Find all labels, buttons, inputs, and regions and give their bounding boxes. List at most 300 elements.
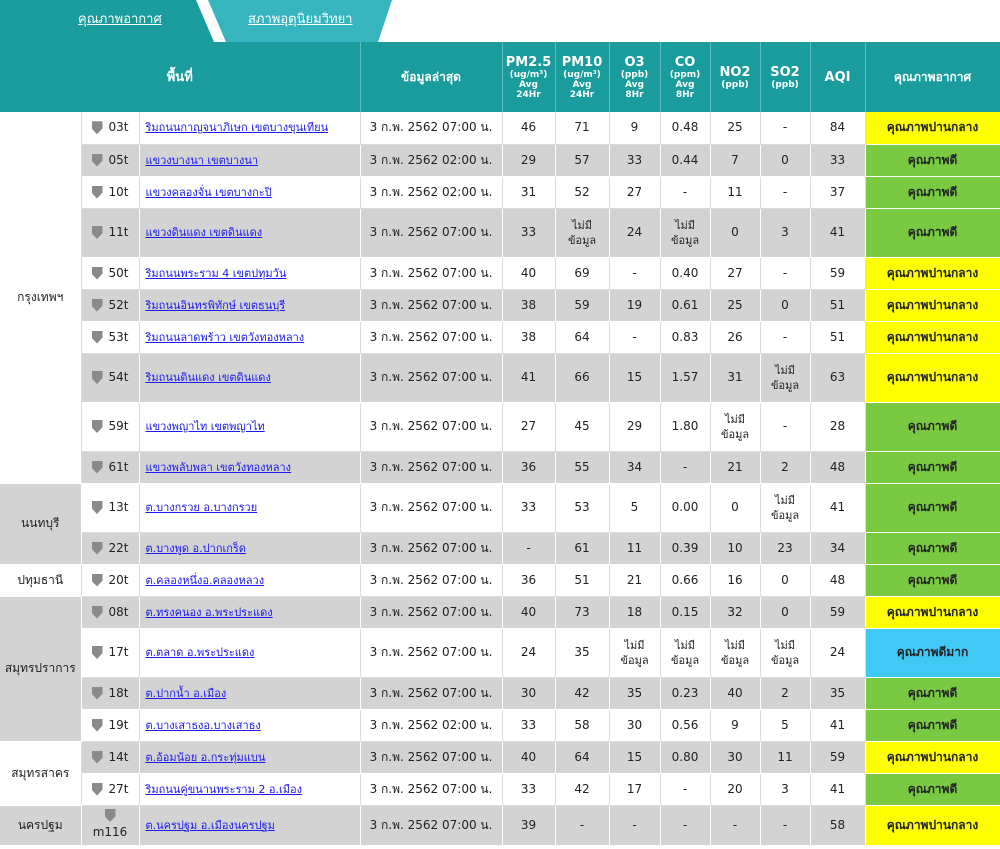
station-link[interactable]: ต.บางเสาธงอ.บางเสาธง (145, 718, 261, 732)
cell-pm10: 53 (555, 483, 609, 532)
location-cell (139, 596, 360, 628)
cell-so2 (760, 628, 810, 677)
cell-co (660, 628, 710, 677)
cell-pm10: 73 (555, 596, 609, 628)
cell-pm25: 33 (502, 483, 555, 532)
station-link[interactable]: ต.คลองหนึ่งอ.คลองหลวง (145, 573, 265, 587)
cell-pm10: 64 (555, 741, 609, 773)
station-id: 22t (108, 540, 129, 555)
cell-time: 3 ก.พ. 2562 07:00 น. (360, 564, 502, 596)
cell-co: 0.56 (660, 709, 710, 741)
cell-aqi: 37 (810, 176, 865, 208)
cell-pm25: 27 (502, 402, 555, 451)
cell-pm25: 24 (502, 628, 555, 677)
quality-badge: คุณภาพดี (865, 532, 1000, 564)
station-id: 13t (108, 500, 129, 514)
location-cell (139, 709, 360, 741)
cell-aqi: 24 (810, 628, 865, 677)
cell-aqi: 34 (810, 532, 865, 564)
cell-so2: 3 (760, 208, 810, 257)
station-id: 18t (108, 685, 129, 700)
cell-aqi: 84 (810, 112, 865, 144)
station-id-cell (81, 112, 139, 144)
table-row (0, 257, 1000, 289)
province-cell: ปทุมธานี (0, 564, 81, 596)
table-header-row (0, 42, 1000, 112)
cell-time: 3 ก.พ. 2562 07:00 น. (360, 289, 502, 321)
station-link[interactable]: ริมถนนลาดพร้าว เขตวังทองหลาง (145, 330, 305, 344)
quality-badge: คุณภาพปานกลาง (865, 112, 1000, 144)
cell-pm10: 42 (555, 773, 609, 805)
cell-co (660, 208, 710, 257)
cell-so2: 23 (760, 532, 810, 564)
cell-time: 3 ก.พ. 2562 07:00 น. (360, 321, 502, 353)
location-cell (139, 805, 360, 845)
station-link[interactable]: ต.ปากน้ำ อ.เมือง (145, 686, 227, 700)
cell-aqi: 59 (810, 741, 865, 773)
station-link[interactable]: ต.บางพูด อ.ปากเกร็ด (145, 541, 246, 555)
cell-pm10: 52 (555, 176, 609, 208)
station-id-cell (81, 628, 139, 677)
location-cell (139, 144, 360, 176)
cell-so2: - (760, 402, 810, 451)
shield-icon (92, 461, 103, 474)
cell-pm25: 29 (502, 144, 555, 176)
no-data-text: ไม่มี ข้อมูล (770, 638, 800, 667)
cell-aqi: 48 (810, 451, 865, 483)
station-link[interactable]: แขวงบางนา เขตบางนา (145, 153, 259, 167)
header-co: CO (ppm) Avg 8Hr (660, 42, 710, 112)
shield-icon (92, 687, 103, 700)
no-data-text: ไม่มี ข้อมูล (670, 638, 700, 667)
province-cell: สมุทรสาคร (0, 741, 81, 805)
no-data-text: ไม่มี ข้อมูล (720, 638, 750, 667)
shield-icon (92, 226, 103, 239)
cell-o3: 18 (609, 596, 660, 628)
quality-badge: คุณภาพปานกลาง (865, 289, 1000, 321)
cell-o3: 33 (609, 144, 660, 176)
cell-co: 1.57 (660, 353, 710, 402)
no-data-text: ไม่มี ข้อมูล (620, 638, 649, 667)
quality-badge: คุณภาพดี (865, 773, 1000, 805)
cell-time: 3 ก.พ. 2562 07:00 น. (360, 208, 502, 257)
cell-pm25: 33 (502, 773, 555, 805)
cell-time: 3 ก.พ. 2562 07:00 น. (360, 677, 502, 709)
tab-weather-label[interactable]: สภาพอุตุนิยมวิทยา (248, 12, 353, 27)
station-id-cell (81, 451, 139, 483)
station-id-cell (81, 208, 139, 257)
cell-co: 0.83 (660, 321, 710, 353)
cell-aqi: 51 (810, 321, 865, 353)
header-so2: SO2 (ppb) (760, 42, 810, 112)
table-row (0, 451, 1000, 483)
cell-pm25: 33 (502, 208, 555, 257)
cell-pm25: 46 (502, 112, 555, 144)
province-cell: นนทบุรี (0, 483, 81, 564)
cell-o3: 30 (609, 709, 660, 741)
cell-so2: 0 (760, 596, 810, 628)
cell-pm10: 35 (555, 628, 609, 677)
cell-pm25: 40 (502, 257, 555, 289)
shield-icon (92, 719, 103, 732)
station-id: 19t (108, 717, 129, 732)
station-id-cell (81, 483, 139, 532)
quality-badge: คุณภาพดี (865, 677, 1000, 709)
cell-time: 3 ก.พ. 2562 07:00 น. (360, 402, 502, 451)
cell-pm25: 38 (502, 289, 555, 321)
location-cell (139, 564, 360, 596)
station-id: 08t (108, 604, 129, 619)
cell-so2: 0 (760, 564, 810, 596)
table-row (0, 773, 1000, 805)
cell-aqi: 59 (810, 596, 865, 628)
no-data-text: ไม่มี ข้อมูล (720, 412, 750, 441)
cell-pm10: - (555, 805, 609, 845)
station-id: 59t (108, 419, 129, 433)
cell-co: 1.80 (660, 402, 710, 451)
cell-no2: 10 (710, 532, 760, 564)
cell-co: - (660, 176, 710, 208)
cell-time: 3 ก.พ. 2562 02:00 น. (360, 176, 502, 208)
cell-no2: 0 (710, 483, 760, 532)
province-cell: สมุทรปราการ (0, 596, 81, 741)
cell-no2: 0 (710, 208, 760, 257)
table-row (0, 741, 1000, 773)
cell-o3: - (609, 805, 660, 845)
cell-aqi: 35 (810, 677, 865, 709)
station-link[interactable]: ต.นครปฐม อ.เมืองนครปฐม (145, 818, 275, 832)
location-cell (139, 402, 360, 451)
table-row (0, 483, 1000, 532)
cell-no2: 32 (710, 596, 760, 628)
table-row (0, 805, 1000, 845)
station-id: m116 (92, 825, 128, 839)
cell-so2: 2 (760, 451, 810, 483)
cell-time: 3 ก.พ. 2562 02:00 น. (360, 709, 502, 741)
quality-badge: คุณภาพดี (865, 144, 1000, 176)
cell-co: 0.15 (660, 596, 710, 628)
cell-o3: 11 (609, 532, 660, 564)
shield-icon (92, 501, 103, 514)
cell-time: 3 ก.พ. 2562 07:00 น. (360, 628, 502, 677)
station-id-cell (81, 773, 139, 805)
station-id: 05t (108, 152, 129, 167)
cell-pm25: 38 (502, 321, 555, 353)
table-row (0, 402, 1000, 451)
cell-no2: 21 (710, 451, 760, 483)
air-quality-table (0, 42, 1000, 846)
table-row (0, 353, 1000, 402)
cell-so2: - (760, 805, 810, 845)
shield-icon (92, 751, 103, 764)
cell-time: 3 ก.พ. 2562 07:00 น. (360, 112, 502, 144)
location-cell (139, 532, 360, 564)
cell-pm10 (555, 208, 609, 257)
station-id: 14t (108, 749, 129, 764)
cell-o3: 19 (609, 289, 660, 321)
station-link[interactable]: ริมถนนอินทรพิทักษ์ เขตธนบุรี (145, 298, 286, 312)
shield-icon (92, 121, 103, 134)
location-cell (139, 451, 360, 483)
cell-pm10: 57 (555, 144, 609, 176)
location-cell (139, 677, 360, 709)
station-id-cell (81, 353, 139, 402)
cell-no2: 30 (710, 741, 760, 773)
cell-time: 3 ก.พ. 2562 07:00 น. (360, 483, 502, 532)
cell-so2: 3 (760, 773, 810, 805)
no-data-text: ไม่มี ข้อมูล (567, 218, 597, 247)
station-id: 03t (108, 120, 129, 135)
quality-badge: คุณภาพปานกลาง (865, 353, 1000, 402)
station-id: 52t (108, 297, 129, 312)
cell-aqi: 58 (810, 805, 865, 845)
station-id: 61t (108, 459, 129, 474)
cell-no2: 31 (710, 353, 760, 402)
cell-pm25: 31 (502, 176, 555, 208)
quality-badge: คุณภาพปานกลาง (865, 321, 1000, 353)
station-id-cell (81, 532, 139, 564)
tab-air-quality-label[interactable]: คุณภาพอากาศ (78, 12, 162, 27)
station-link[interactable]: แขวงพลับพลา เขตวังทองหลาง (145, 460, 292, 474)
shield-icon (92, 299, 103, 312)
cell-so2: - (760, 176, 810, 208)
shield-icon (92, 420, 103, 433)
cell-time: 3 ก.พ. 2562 07:00 น. (360, 741, 502, 773)
quality-badge: คุณภาพดี (865, 564, 1000, 596)
location-cell (139, 741, 360, 773)
cell-co: 0.00 (660, 483, 710, 532)
table-row (0, 112, 1000, 144)
cell-so2: - (760, 112, 810, 144)
cell-no2: 27 (710, 257, 760, 289)
station-link[interactable]: แขวงพญาไท เขตพญาไท (145, 420, 265, 433)
shield-icon (92, 542, 103, 555)
cell-aqi: 28 (810, 402, 865, 451)
cell-pm10: 42 (555, 677, 609, 709)
cell-pm10: 69 (555, 257, 609, 289)
quality-badge: คุณภาพปานกลาง (865, 741, 1000, 773)
shield-icon (92, 371, 103, 384)
shield-icon (92, 186, 103, 199)
station-id: 54t (108, 370, 129, 384)
location-cell (139, 208, 360, 257)
cell-co: - (660, 451, 710, 483)
location-cell (139, 321, 360, 353)
location-cell (139, 112, 360, 144)
table-row (0, 144, 1000, 176)
table-row (0, 709, 1000, 741)
cell-no2: 7 (710, 144, 760, 176)
cell-co: 0.44 (660, 144, 710, 176)
shield-icon (92, 154, 103, 167)
cell-pm10: 64 (555, 321, 609, 353)
quality-badge: คุณภาพปานกลาง (865, 805, 1000, 845)
cell-aqi: 51 (810, 289, 865, 321)
no-data-text: ไม่มี ข้อมูล (670, 218, 700, 247)
station-id-cell (81, 257, 139, 289)
cell-no2: 26 (710, 321, 760, 353)
station-id-cell (81, 805, 139, 845)
table-row (0, 677, 1000, 709)
cell-no2: 11 (710, 176, 760, 208)
location-cell (139, 353, 360, 402)
cell-so2: 0 (760, 289, 810, 321)
cell-aqi: 63 (810, 353, 865, 402)
station-id: 17t (108, 645, 129, 659)
cell-co: 0.23 (660, 677, 710, 709)
quality-badge: คุณภาพดี (865, 402, 1000, 451)
cell-pm25: 36 (502, 451, 555, 483)
quality-badge: คุณภาพปานกลาง (865, 596, 1000, 628)
shield-icon (92, 574, 103, 587)
station-id-cell (81, 144, 139, 176)
header-area: พื้นที่ (0, 42, 360, 112)
station-id-cell (81, 402, 139, 451)
cell-pm10: 61 (555, 532, 609, 564)
header-o3: O3 (ppb) Avg 8Hr (609, 42, 660, 112)
cell-time: 3 ก.พ. 2562 07:00 น. (360, 773, 502, 805)
station-id-cell (81, 564, 139, 596)
cell-co: 0.39 (660, 532, 710, 564)
table-row (0, 628, 1000, 677)
cell-pm25: 40 (502, 741, 555, 773)
cell-so2: - (760, 321, 810, 353)
cell-co: 0.40 (660, 257, 710, 289)
cell-pm25: 40 (502, 596, 555, 628)
station-link[interactable]: ริมถนนคู่ขนานพระราม 2 อ.เมือง (145, 782, 302, 796)
cell-so2 (760, 483, 810, 532)
location-cell (139, 773, 360, 805)
cell-no2 (710, 402, 760, 451)
cell-o3: 29 (609, 402, 660, 451)
cell-pm25: 36 (502, 564, 555, 596)
station-link[interactable]: ต.ทรงคนอง อ.พระประแดง (145, 605, 273, 619)
no-data-text: ไม่มี ข้อมูล (770, 493, 800, 522)
station-link[interactable]: แขวงดินแดง เขตดินแดง (145, 226, 263, 239)
quality-badge: คุณภาพดี (865, 176, 1000, 208)
cell-pm25: 39 (502, 805, 555, 845)
station-link[interactable]: ต.บางกรวย อ.บางกรวย (145, 501, 258, 514)
header-aqi: AQI (810, 42, 865, 112)
cell-so2: 0 (760, 144, 810, 176)
station-link[interactable]: ต.ตลาด อ.พระประแดง (145, 646, 255, 659)
station-id: 11t (108, 225, 129, 239)
table-row (0, 532, 1000, 564)
station-link[interactable]: แขวงคลองจั่น เขตบางกะปิ (145, 185, 272, 199)
cell-pm10: 58 (555, 709, 609, 741)
shield-icon (92, 331, 103, 344)
cell-pm10: 66 (555, 353, 609, 402)
station-id-cell (81, 176, 139, 208)
cell-so2: 2 (760, 677, 810, 709)
cell-aqi: 41 (810, 709, 865, 741)
header-quality: คุณภาพอากาศ (865, 42, 1000, 112)
cell-pm25: 30 (502, 677, 555, 709)
tab-air-quality[interactable] (0, 0, 210, 42)
station-id-cell (81, 709, 139, 741)
cell-aqi: 41 (810, 773, 865, 805)
cell-time: 3 ก.พ. 2562 07:00 น. (360, 805, 502, 845)
quality-badge: คุณภาพดี (865, 709, 1000, 741)
cell-aqi: 41 (810, 208, 865, 257)
table-body (0, 112, 1000, 845)
tab-bar (0, 0, 1000, 42)
cell-aqi: 41 (810, 483, 865, 532)
cell-time: 3 ก.พ. 2562 07:00 น. (360, 257, 502, 289)
cell-o3: 27 (609, 176, 660, 208)
shield-icon (92, 783, 103, 796)
station-id-cell (81, 289, 139, 321)
cell-so2: 11 (760, 741, 810, 773)
cell-o3: 5 (609, 483, 660, 532)
station-id: 53t (108, 329, 129, 344)
cell-o3: 15 (609, 741, 660, 773)
cell-aqi: 48 (810, 564, 865, 596)
header-pm25: PM2.5 (ug/m³) Avg 24Hr (502, 42, 555, 112)
table-row (0, 289, 1000, 321)
cell-o3: 15 (609, 353, 660, 402)
cell-o3: 24 (609, 208, 660, 257)
table-row (0, 176, 1000, 208)
tab-weather[interactable] (215, 0, 385, 42)
cell-o3: 34 (609, 451, 660, 483)
cell-co: 0.66 (660, 564, 710, 596)
table-row (0, 208, 1000, 257)
no-data-text: ไม่มี ข้อมูล (770, 363, 800, 392)
location-cell (139, 289, 360, 321)
cell-co: - (660, 805, 710, 845)
station-id-cell (81, 596, 139, 628)
cell-no2: 20 (710, 773, 760, 805)
header-latest: ข้อมูลล่าสุด (360, 42, 502, 112)
cell-time: 3 ก.พ. 2562 02:00 น. (360, 144, 502, 176)
station-id: 27t (108, 781, 129, 796)
cell-aqi: 33 (810, 144, 865, 176)
table-row (0, 321, 1000, 353)
cell-pm25: 33 (502, 709, 555, 741)
station-id: 50t (108, 265, 129, 280)
table-row (0, 596, 1000, 628)
cell-pm10: 45 (555, 402, 609, 451)
station-link[interactable]: ริมถนนดินแดง เขตดินแดง (145, 371, 271, 384)
cell-o3: 35 (609, 677, 660, 709)
province-cell: กรุงเทพฯ (0, 112, 81, 483)
shield-icon (92, 267, 103, 280)
cell-co: 0.48 (660, 112, 710, 144)
header-no2: NO2 (ppb) (710, 42, 760, 112)
quality-badge: คุณภาพดีมาก (865, 628, 1000, 677)
cell-co: 0.80 (660, 741, 710, 773)
shield-icon (92, 646, 103, 659)
cell-so2: - (760, 257, 810, 289)
location-cell (139, 628, 360, 677)
station-link[interactable]: ต.อ้อมน้อย อ.กระทุ่มแบน (145, 750, 266, 764)
cell-o3: - (609, 257, 660, 289)
location-cell (139, 257, 360, 289)
station-link[interactable]: ริมถนนพระราม 4 เขตปทุมวัน (145, 266, 287, 280)
cell-pm10: 71 (555, 112, 609, 144)
cell-so2: 5 (760, 709, 810, 741)
station-id-cell (81, 677, 139, 709)
cell-so2 (760, 353, 810, 402)
shield-icon (92, 606, 103, 619)
cell-no2: - (710, 805, 760, 845)
cell-no2 (710, 628, 760, 677)
quality-badge: คุณภาพดี (865, 451, 1000, 483)
location-cell (139, 176, 360, 208)
station-link[interactable]: ริมถนนกาญจนาภิเษก เขตบางขุนเทียน (145, 121, 329, 135)
cell-no2: 40 (710, 677, 760, 709)
